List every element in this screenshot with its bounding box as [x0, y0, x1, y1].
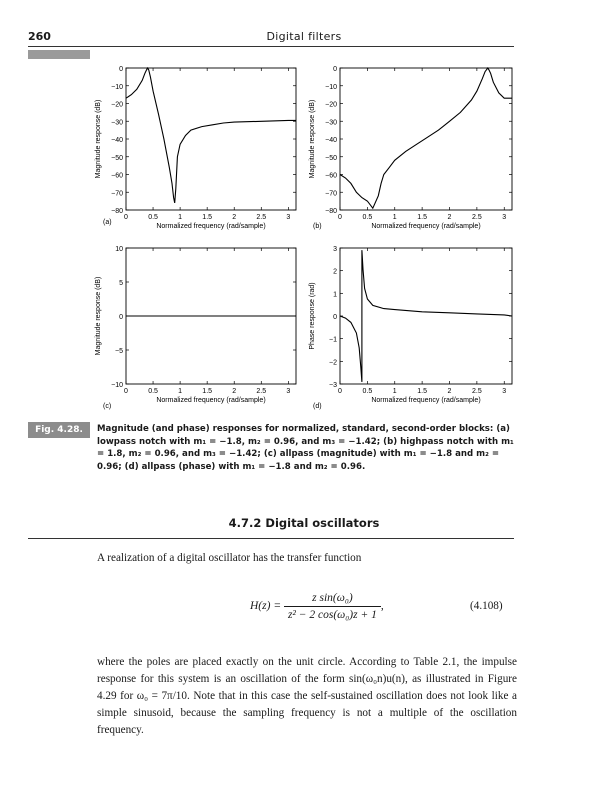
- panel-b-ytick-label: −40: [325, 137, 337, 144]
- panel-a-ytick-label: 0: [119, 66, 123, 73]
- panel-d-ytick-label: −1: [329, 336, 337, 344]
- panel-a-xtick-label: 0: [124, 214, 128, 221]
- panel-c-ytick-label: −5: [115, 348, 123, 355]
- panel-a-xlabel: Normalized frequency (rad/sample): [156, 223, 266, 230]
- panel-d-frame: [340, 248, 512, 384]
- equation-denominator: z² − 2 cos(ω₀)z + 1: [287, 609, 377, 621]
- panel-b-ytick-label: 0: [333, 66, 337, 73]
- panel-c-xtick-label: 2: [232, 388, 237, 395]
- panel-b-ylabel: Magnitude response (dB): [309, 99, 316, 179]
- panel-d-ylabel: Phase response (rad): [309, 282, 316, 350]
- panel-d-ytick-label: −3: [329, 382, 337, 389]
- panel-d-tag: (d): [313, 403, 322, 410]
- panel-d-xtick-label: 0: [338, 388, 342, 395]
- panel-a-ylabel: Magnitude response (dB): [95, 99, 102, 179]
- header-bar: [28, 50, 90, 59]
- panel-a-ytick-label: −70: [111, 190, 123, 198]
- panel-b-ytick-label: −80: [325, 208, 337, 215]
- body-paragraph: where the poles are placed exactly on the unit circle. According to Table 2.1, the impulse response for this system is an oscillation of the form sin(ω₀n)u(n), as illustrated in Figure 4.29 for ω₀ = 7π/10. Note that in this case the self-sustained oscillation does not look like a simple sinusoid, because the sampling frequency is not a multiple of the oscillation frequency.: [97, 656, 517, 736]
- panel-c-xtick-label: 1.5: [202, 388, 213, 395]
- panel-a-tag: (a): [103, 219, 112, 226]
- panel-b-xtick-label: 0.5: [362, 214, 373, 221]
- equation-number: (4.108): [470, 600, 503, 612]
- panel-c-ytick-label: 10: [115, 246, 123, 253]
- panel-a-series-line: [126, 68, 296, 203]
- panel-b-tag: (b): [313, 223, 322, 230]
- panel-c-xtick-label: 1: [178, 388, 183, 395]
- panel-c-ytick-label: 5: [119, 280, 123, 287]
- page-number: 260: [28, 30, 51, 43]
- panel-b-ytick-label: −60: [325, 172, 337, 180]
- panel-c-xtick-label: 0.5: [148, 388, 158, 395]
- panel-d-xtick-label: 3: [502, 388, 507, 395]
- panel-d-ytick-label: −2: [329, 359, 337, 367]
- panel-b-frame: [340, 68, 512, 210]
- panel-a-ytick-label: −50: [111, 154, 123, 162]
- figure-caption-label: Fig. 4.28.: [28, 422, 90, 438]
- header-rule: [28, 46, 514, 47]
- panel-a-xtick-label: 2: [232, 214, 237, 221]
- panel-b-ytick-label: −50: [325, 154, 337, 162]
- equation-fraction: [284, 592, 381, 621]
- panel-b-xtick-label: 0: [338, 214, 342, 221]
- panel-c-xtick-label: 0: [124, 388, 128, 395]
- panel-b-xtick-label: 3: [502, 214, 507, 221]
- section-heading: 4.7.2 Digital oscillators: [228, 516, 380, 530]
- panel-a-xtick-label: 1: [178, 214, 183, 221]
- panel-a-ytick-label: −60: [111, 172, 123, 180]
- panel-d-xtick-label: 1: [392, 388, 397, 395]
- panel-c-xlabel: Normalized frequency (rad/sample): [156, 397, 266, 404]
- chapter-title: Digital filters: [266, 30, 342, 43]
- panel-b-xtick-label: 1: [392, 214, 397, 221]
- panel-d-xtick-label: 0.5: [362, 388, 373, 395]
- panel-d-ytick-label: 3: [333, 246, 337, 253]
- panel-d-xtick-label: 2: [447, 388, 452, 395]
- panel-b-ytick-label: −10: [325, 83, 337, 91]
- panel-c-ytick-label: −10: [111, 382, 123, 389]
- panel-a-frame: [126, 68, 296, 210]
- panel-a-ytick-label: −10: [111, 83, 123, 91]
- panel-a-ytick-label: −30: [111, 119, 123, 127]
- panel-b-ytick-label: −70: [325, 190, 337, 198]
- equation-lhs: H(z) =: [250, 600, 282, 613]
- panel-c-xtick-label: 3: [286, 388, 291, 395]
- panel-b-xtick-label: 2.5: [472, 214, 482, 221]
- equation-trail: ,: [380, 600, 384, 613]
- panel-b-xtick-label: 2: [447, 214, 452, 221]
- panel-a-ytick-label: −80: [111, 208, 123, 215]
- panel-d-series-line: [340, 250, 512, 382]
- panel-d-xtick-label: 1.5: [417, 388, 427, 395]
- panel-a-xtick-label: 1.5: [202, 214, 213, 221]
- panel-d-ytick-label: 2: [333, 268, 337, 276]
- panel-a-xtick-label: 3: [286, 214, 291, 221]
- panel-d-xlabel: Normalized frequency (rad/sample): [371, 397, 481, 404]
- panel-c-ylabel: Magnitude response (dB): [95, 276, 102, 356]
- panel-a-ytick-label: −40: [111, 137, 123, 144]
- panel-b-series-line: [340, 68, 512, 208]
- equation-numerator: z sin(ω₀): [284, 592, 381, 607]
- section-rule: [28, 538, 514, 539]
- equation-4-108: [250, 592, 384, 621]
- panel-d-ytick-label: 1: [333, 291, 337, 299]
- intro-paragraph: A realization of a digital oscillator has the transfer function: [97, 552, 362, 564]
- panel-a-ytick-label: −20: [111, 101, 123, 109]
- panel-a-xtick-label: 2.5: [256, 214, 267, 221]
- panel-b-ytick-label: −30: [325, 119, 337, 127]
- panel-d-ytick-label: 0: [333, 314, 337, 321]
- panel-c-ytick-label: 0: [119, 314, 123, 321]
- panel-b-xlabel: Normalized frequency (rad/sample): [371, 223, 481, 230]
- figure-caption-text: Magnitude (and phase) responses for normalized, standard, second-order blocks: (a) lowpass notch with m₁ = −1.8, m₂ = 0.96, and m₃ = −1.42; (b) highpass notch with m₁ = 1.8, m₂ = 0.96, and m₃ = −1.42; (c) allpass (magnitude) with m₁ = −1.8 and m₂ = 0.96; (d) allpass (phase) with m₁ = −1.8 and m₂ = 0.96.: [97, 424, 514, 472]
- panel-c-xtick-label: 2.5: [256, 388, 267, 395]
- panel-d-xtick-label: 2.5: [472, 388, 482, 395]
- figure-4-28: [0, 60, 608, 410]
- panel-a-xtick-label: 0.5: [148, 214, 158, 221]
- panel-b-xtick-label: 1.5: [417, 214, 427, 221]
- panel-b-ytick-label: −20: [325, 101, 337, 109]
- panel-c-tag: (c): [103, 403, 112, 410]
